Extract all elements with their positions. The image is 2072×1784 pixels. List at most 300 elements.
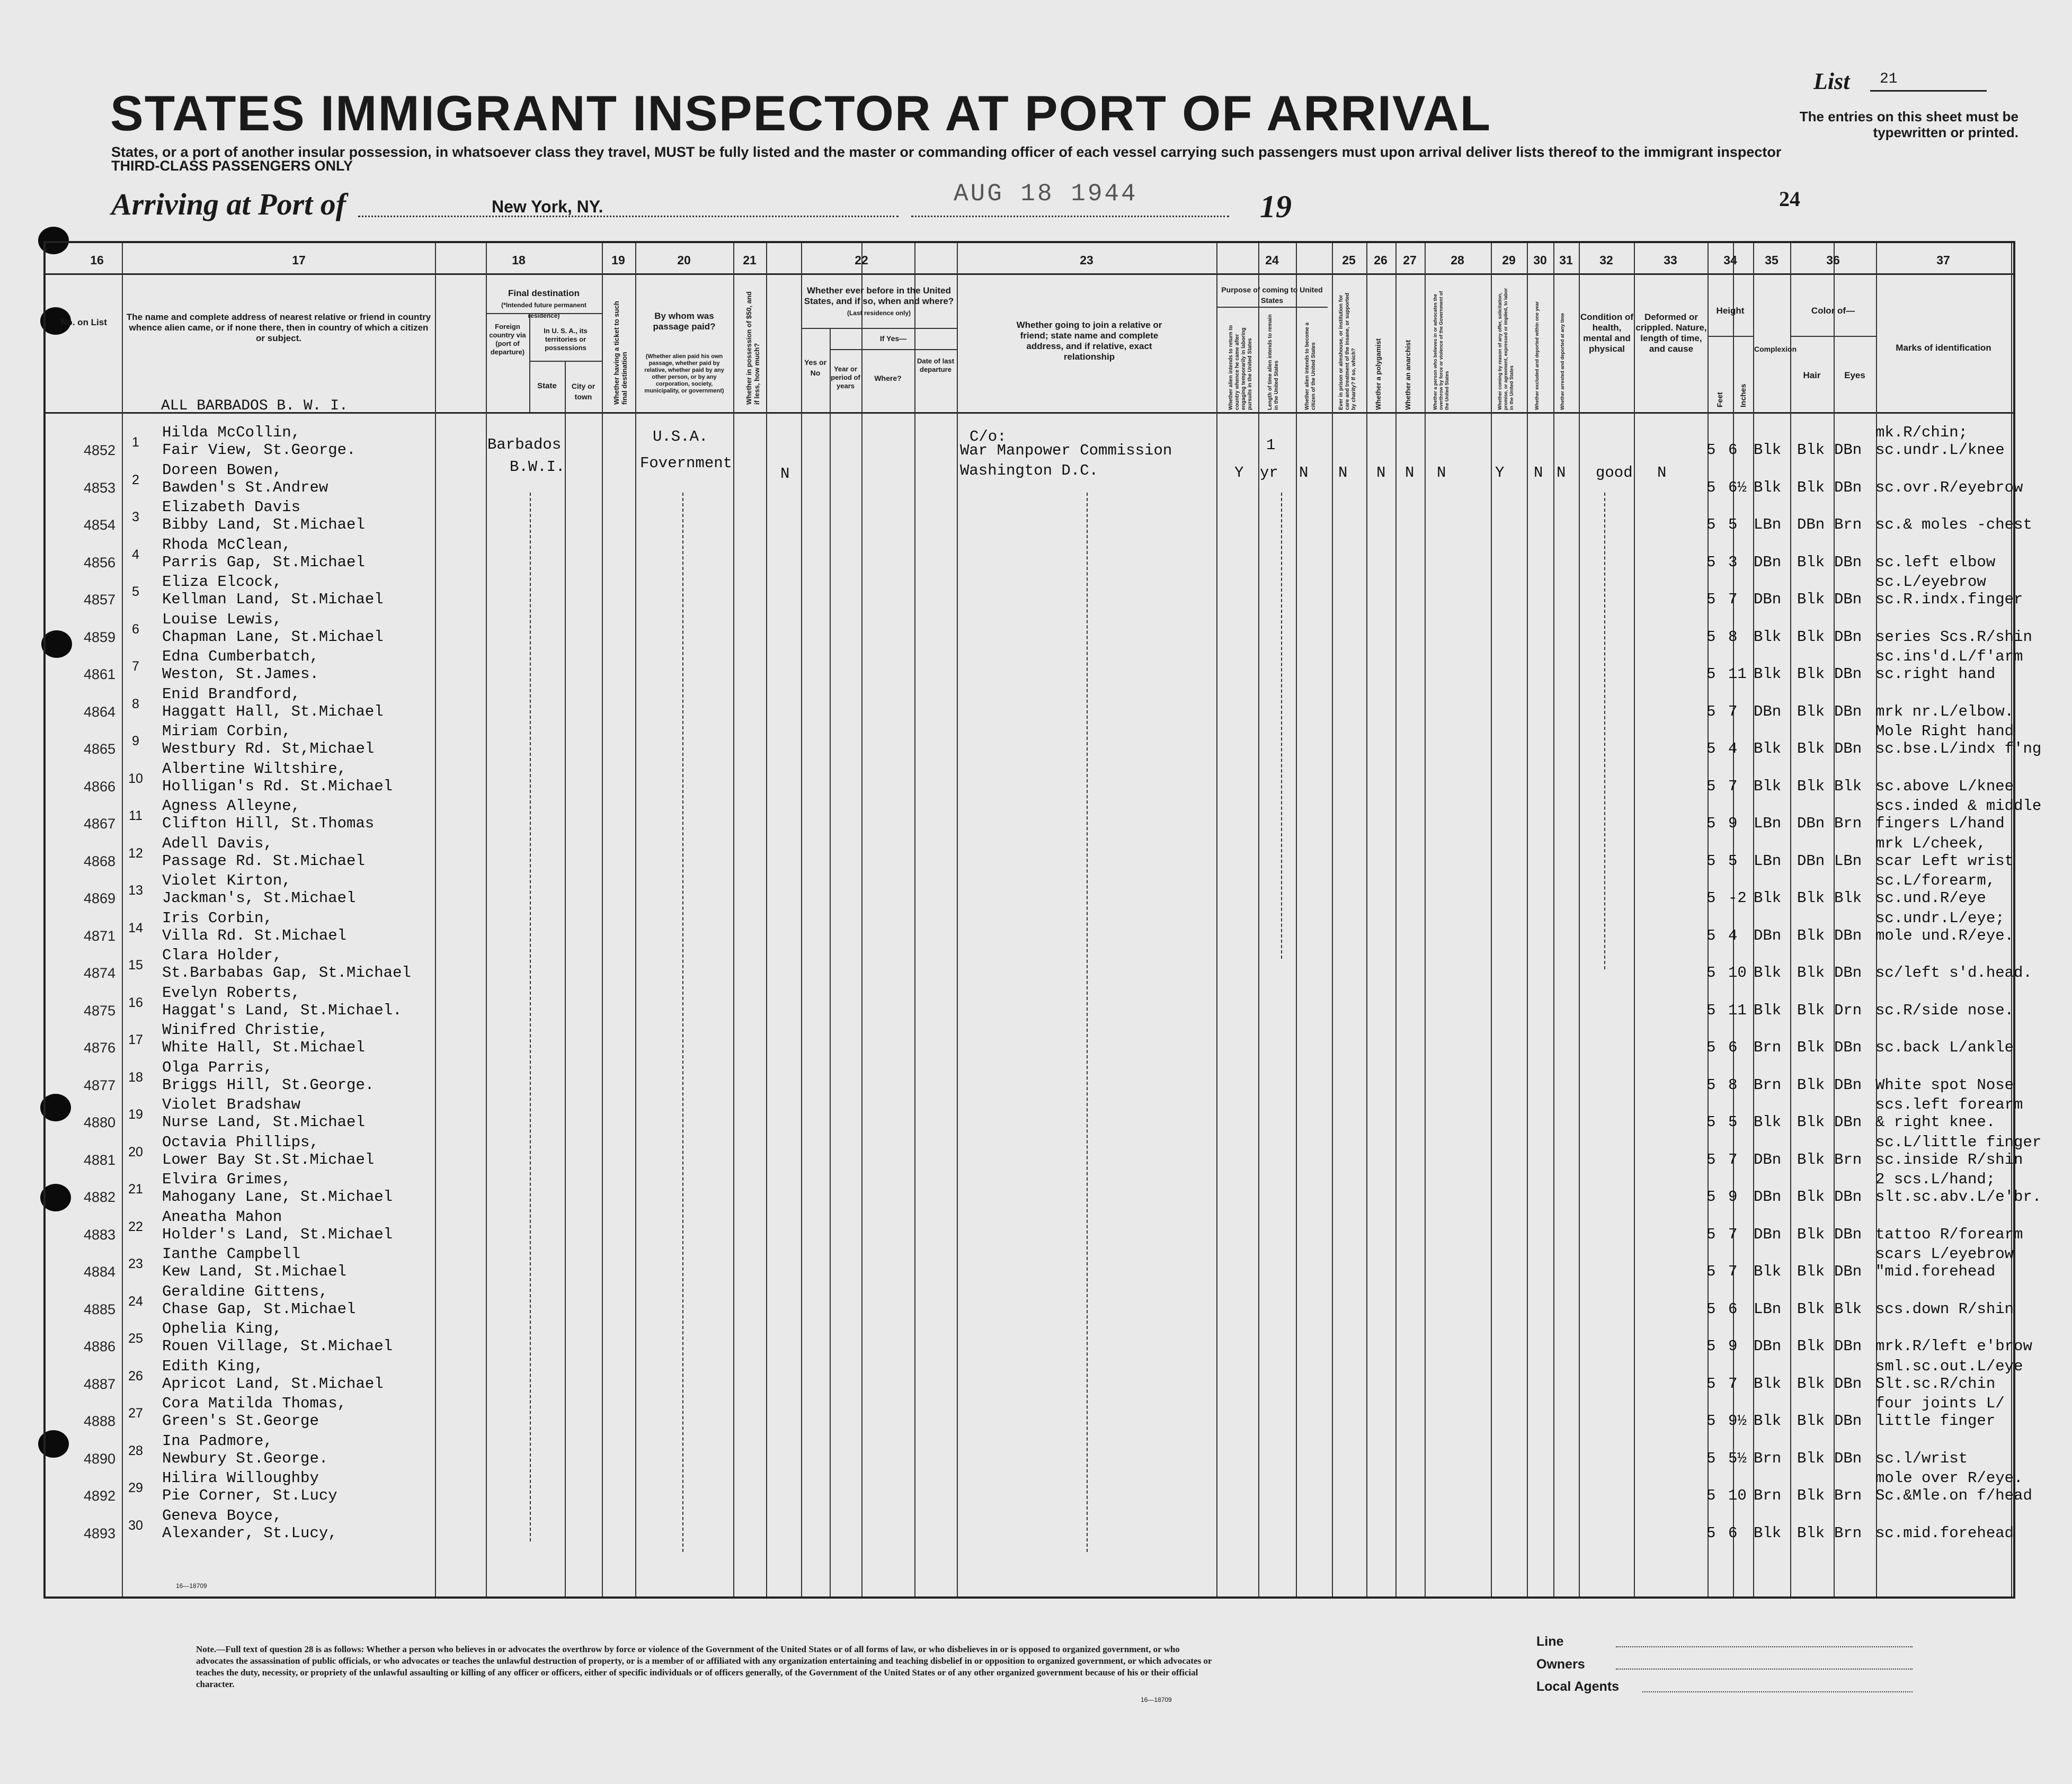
complexion-value: Brn bbox=[1754, 1449, 1782, 1467]
relative-name: Elvira Grimes, bbox=[162, 1171, 291, 1188]
row-number: 5 bbox=[132, 584, 139, 599]
col-rule bbox=[1634, 243, 1635, 1596]
height-inches: 11 bbox=[1728, 1001, 1747, 1019]
hair-color: DBn bbox=[1797, 815, 1825, 832]
page-title: STATES IMMIGRANT INSPECTOR AT PORT OF ARRIVAL bbox=[110, 85, 1492, 141]
hair-color: DBn bbox=[1797, 516, 1825, 533]
identification-mark: mrk nr.L/elbow. bbox=[1875, 702, 2014, 720]
identification-mark: Sc.&Mle.on f/head bbox=[1875, 1487, 2032, 1504]
height-feet: 5 bbox=[1706, 1076, 1716, 1094]
header-state: State bbox=[537, 381, 557, 390]
row-number: 24 bbox=[128, 1294, 143, 1309]
header-no-on-list: No. on List bbox=[60, 317, 107, 327]
complexion-value: DBn bbox=[1754, 1150, 1782, 1168]
eye-color: Blk bbox=[1834, 1300, 1862, 1318]
relative-name: Adell Davis, bbox=[162, 834, 273, 852]
row-number: 21 bbox=[128, 1182, 143, 1197]
list-number-margin: 4887 bbox=[84, 1376, 116, 1392]
identification-mark: scs.left forearm bbox=[1875, 1096, 2023, 1113]
list-number-margin: 4876 bbox=[84, 1040, 116, 1056]
relative-address: Mahogany Lane, St.Michael bbox=[162, 1188, 393, 1206]
identification-mark: little finger bbox=[1875, 1412, 1996, 1430]
list-number-margin: 4892 bbox=[84, 1488, 116, 1504]
hair-color: Blk bbox=[1797, 1076, 1825, 1094]
height-inches: 11 bbox=[1728, 665, 1747, 683]
header-if-yes: If Yes— bbox=[879, 334, 907, 343]
hair-color: Blk bbox=[1797, 665, 1825, 683]
hair-color: Blk bbox=[1797, 964, 1825, 982]
relative-name: Rhoda McClean, bbox=[162, 536, 291, 554]
complexion-value: Brn bbox=[1754, 1076, 1782, 1094]
row-number: 23 bbox=[128, 1256, 143, 1271]
row-number: 20 bbox=[128, 1144, 143, 1159]
height-feet: 5 bbox=[1706, 591, 1716, 608]
relative-address: Rouen Village, St.Michael bbox=[162, 1337, 393, 1355]
hair-color: DBn bbox=[1797, 852, 1825, 870]
sub-rule bbox=[830, 349, 957, 350]
list-number-margin: 4886 bbox=[84, 1339, 116, 1354]
prison-value: N bbox=[1338, 464, 1348, 481]
eye-color: LBn bbox=[1834, 852, 1862, 870]
height-feet: 5 bbox=[1706, 815, 1716, 832]
complexion-value: Blk bbox=[1754, 1412, 1782, 1430]
identification-mark: mk.R/chin; bbox=[1875, 424, 1968, 441]
year-prefix: 19 bbox=[1260, 189, 1292, 224]
sub-rule bbox=[801, 328, 957, 329]
eye-color: Brn bbox=[1834, 1487, 1862, 1504]
column-number: 24 bbox=[1265, 253, 1279, 267]
relative-address: Alexander, St.Lucy, bbox=[162, 1524, 337, 1542]
health-value: good bbox=[1596, 464, 1633, 481]
complexion-value: LBn bbox=[1754, 815, 1782, 832]
local-agents-label: Local Agents bbox=[1536, 1679, 1620, 1694]
local-agents-field bbox=[1642, 1691, 1913, 1692]
identification-mark: mole und.R/eye. bbox=[1875, 926, 2014, 944]
eye-color: DBn bbox=[1834, 1337, 1862, 1355]
joining-value: C/o: bbox=[970, 428, 1007, 445]
identification-mark: mole over R/eye. bbox=[1875, 1469, 2023, 1487]
eye-color: DBn bbox=[1834, 1113, 1862, 1131]
complexion-value: Blk bbox=[1754, 964, 1782, 982]
identification-mark: slt.sc.abv.L/e'br. bbox=[1875, 1188, 2042, 1206]
column-number: 28 bbox=[1451, 253, 1464, 267]
hair-color: Blk bbox=[1797, 1449, 1825, 1467]
complexion-value: Blk bbox=[1754, 777, 1782, 795]
relative-address: Kew Land, St.Michael bbox=[162, 1263, 347, 1280]
row-number: 14 bbox=[128, 920, 143, 935]
column-number: 31 bbox=[1559, 253, 1573, 267]
hair-color: Blk bbox=[1797, 702, 1825, 720]
column-number: 16 bbox=[90, 253, 104, 267]
height-feet: 5 bbox=[1706, 1449, 1716, 1467]
relative-name: Violet Kirton, bbox=[162, 872, 291, 889]
header-date-departure: Date of last departure bbox=[917, 357, 955, 373]
list-number-margin: 4853 bbox=[84, 479, 116, 496]
height-feet: 5 bbox=[1706, 1188, 1716, 1206]
height-inches: 5½ bbox=[1728, 1449, 1747, 1467]
height-feet: 5 bbox=[1706, 1487, 1716, 1504]
identification-mark: mrk.R/left e'brow bbox=[1875, 1337, 2032, 1355]
col-rule bbox=[635, 243, 636, 1596]
header-polygamist: Whether a polygamist bbox=[1374, 338, 1382, 410]
list-number-line bbox=[1870, 90, 1987, 92]
row-number: 18 bbox=[128, 1069, 143, 1085]
height-inches: 6 bbox=[1728, 1039, 1738, 1056]
form-code: 16—18709 bbox=[1141, 1696, 1172, 1703]
year-line bbox=[911, 216, 1229, 217]
list-number-margin: 4869 bbox=[84, 890, 116, 906]
relative-address: Parris Gap, St.Michael bbox=[162, 553, 365, 571]
height-inches: 10 bbox=[1728, 1487, 1747, 1504]
arriving-label: Arriving at Port of bbox=[111, 187, 346, 221]
list-number-margin: 4893 bbox=[84, 1525, 116, 1541]
identification-mark: series Scs.R/shin bbox=[1875, 628, 2032, 646]
complexion-value: Blk bbox=[1754, 1524, 1782, 1542]
row-number: 7 bbox=[132, 659, 139, 674]
relative-name: Clara Holder, bbox=[162, 947, 282, 964]
relative-name: Ophelia King, bbox=[162, 1320, 282, 1337]
paid-by-value: U.S.A. bbox=[653, 428, 708, 445]
col-rule bbox=[1296, 243, 1297, 1596]
relative-address: Green's St.George bbox=[162, 1412, 319, 1430]
list-number-margin: 4854 bbox=[84, 517, 116, 533]
purpose-b-value: 1 bbox=[1266, 436, 1276, 454]
relative-address: Clifton Hill, St.Thomas bbox=[162, 815, 375, 832]
column-number: 18 bbox=[512, 253, 526, 267]
identification-mark: sc.l/wrist bbox=[1875, 1449, 1968, 1467]
port-of-arrival: New York, NY. bbox=[492, 197, 603, 216]
relative-name: Violet Bradshaw bbox=[162, 1096, 301, 1113]
list-number-margin: 4877 bbox=[84, 1077, 116, 1093]
column-number: 37 bbox=[1936, 253, 1950, 267]
date-stamp: AUG 18 1944 bbox=[954, 180, 1138, 208]
hair-color: Blk bbox=[1797, 1001, 1825, 1019]
list-number-margin: 4871 bbox=[84, 927, 116, 944]
header-color-of: Color of— bbox=[1811, 306, 1855, 316]
column-number: 33 bbox=[1664, 253, 1677, 267]
c31-value: N bbox=[1557, 464, 1566, 481]
relative-address: Briggs Hill, St.George. bbox=[162, 1076, 375, 1094]
foreign-country-value: B.W.I. bbox=[510, 458, 565, 476]
complexion-value: Blk bbox=[1754, 628, 1782, 646]
height-feet: 5 bbox=[1706, 1524, 1716, 1542]
column-number: 30 bbox=[1533, 253, 1547, 267]
relative-address: Holligan's Rd. St.Michael bbox=[162, 777, 393, 795]
height-feet: 5 bbox=[1706, 628, 1716, 646]
height-inches: 8 bbox=[1728, 1076, 1738, 1094]
list-number-margin: 4882 bbox=[84, 1189, 116, 1205]
sub-rule bbox=[830, 328, 831, 1596]
row-number: 15 bbox=[128, 958, 143, 973]
eye-color: DBn bbox=[1834, 628, 1862, 646]
col-rule bbox=[1425, 243, 1426, 1596]
column-number: 36 bbox=[1826, 253, 1840, 267]
eye-color: DBn bbox=[1834, 665, 1862, 683]
height-feet: 5 bbox=[1706, 702, 1716, 720]
sub-rule bbox=[1708, 336, 1753, 337]
relative-address: Westbury Rd. St,Michael bbox=[162, 740, 375, 757]
relative-address: Haggat's Land, St.Michael. bbox=[162, 1001, 402, 1019]
identification-mark: sc.bse.L/indx f'ng bbox=[1875, 740, 2042, 757]
header-c28: Whether a person who believes in or advocates the overthrow by force or violence of the Government of the United States bbox=[1433, 291, 1449, 410]
relative-name: Elizabeth Davis bbox=[162, 498, 301, 516]
c30-value: N bbox=[1534, 464, 1543, 481]
relative-name: Iris Corbin, bbox=[162, 909, 273, 927]
sub-rule bbox=[1216, 307, 1328, 308]
deformed-value: N bbox=[1657, 464, 1667, 481]
header-feet: Feet bbox=[1715, 392, 1724, 407]
identification-mark: scs.inded & middle bbox=[1875, 797, 2042, 815]
col-rule bbox=[1366, 243, 1367, 1596]
relative-name: Miriam Corbin, bbox=[162, 722, 291, 740]
height-feet: 5 bbox=[1706, 1300, 1716, 1318]
relative-address: St.Barbabas Gap, St.Michael bbox=[162, 964, 411, 982]
height-feet: 5 bbox=[1706, 964, 1716, 982]
height-feet: 5 bbox=[1706, 516, 1716, 533]
height-inches: 6½ bbox=[1728, 478, 1747, 496]
identification-mark: sc.left elbow bbox=[1875, 553, 1996, 571]
identification-mark: sc.L/eyebrow bbox=[1875, 573, 1986, 591]
eye-color: DBn bbox=[1834, 553, 1862, 571]
complexion-value: LBn bbox=[1754, 852, 1782, 870]
header-money: Whether in possession of $50, and if less, how much? bbox=[745, 291, 761, 405]
relative-name: Edith King, bbox=[162, 1357, 264, 1375]
c28-value: N bbox=[1437, 464, 1446, 481]
height-feet: 5 bbox=[1706, 1375, 1716, 1393]
height-feet: 5 bbox=[1706, 478, 1716, 496]
complexion-value: Blk bbox=[1754, 441, 1782, 459]
identification-mark: scar Left wrist bbox=[1875, 852, 2014, 870]
identification-mark: sc.ins'd.L/f'arm bbox=[1875, 648, 2023, 665]
identification-mark: sc.undr.L/eye; bbox=[1875, 909, 2005, 927]
joining-value: War Manpower Commission bbox=[960, 442, 1172, 459]
header-divider bbox=[46, 273, 2013, 275]
height-feet: 5 bbox=[1706, 740, 1716, 757]
height-inches: 7 bbox=[1728, 702, 1738, 720]
col-rule bbox=[1527, 243, 1528, 1596]
relative-address: Fair View, St.George. bbox=[162, 441, 356, 459]
identification-mark: sc.right hand bbox=[1875, 665, 1996, 683]
origin-label: ALL BARBADOS B. W. I. bbox=[161, 398, 348, 414]
relative-address: Jackman's, St.Michael bbox=[162, 889, 356, 907]
line-field bbox=[1616, 1646, 1913, 1647]
col-rule bbox=[2011, 243, 2012, 1596]
relative-name: Edna Cumberbatch, bbox=[162, 648, 319, 665]
identification-mark: sc.undr.L/knee bbox=[1875, 441, 2005, 459]
column-number: 17 bbox=[292, 253, 306, 267]
relative-name: Winifred Christie, bbox=[162, 1021, 328, 1039]
complexion-value: Blk bbox=[1754, 1113, 1782, 1131]
eye-color: Drn bbox=[1834, 1001, 1862, 1019]
relative-name: Ina Padmore, bbox=[162, 1432, 273, 1450]
header-final-destination: Final destination bbox=[508, 288, 580, 298]
eye-color: DBn bbox=[1834, 964, 1862, 982]
eye-color: DBn bbox=[1834, 1412, 1862, 1430]
row-number: 13 bbox=[128, 883, 143, 898]
eye-color: DBn bbox=[1834, 1188, 1862, 1206]
height-feet: 5 bbox=[1706, 665, 1716, 683]
column-number: 25 bbox=[1342, 253, 1356, 267]
identification-mark: Mole Right hand bbox=[1875, 722, 2014, 740]
relative-address: Kellman Land, St.Michael bbox=[162, 591, 384, 608]
hair-color: Blk bbox=[1797, 1150, 1825, 1168]
column-number: 22 bbox=[855, 253, 868, 267]
col-rule bbox=[914, 243, 915, 1596]
ditto-line bbox=[1087, 493, 1088, 1552]
complexion-value: Brn bbox=[1754, 1487, 1782, 1504]
header-purpose: Purpose of coming to United States bbox=[1221, 286, 1323, 305]
eye-color: DBn bbox=[1834, 1039, 1862, 1056]
hair-color: Blk bbox=[1797, 889, 1825, 907]
hair-color: Blk bbox=[1797, 441, 1825, 459]
relative-address: Lower Bay St.St.Michael bbox=[162, 1150, 375, 1168]
row-number: 12 bbox=[128, 845, 143, 861]
identification-mark: White spot Nose bbox=[1875, 1076, 2014, 1094]
col-rule bbox=[1790, 243, 1791, 1596]
col-rule bbox=[122, 243, 123, 1596]
column-number: 20 bbox=[677, 253, 691, 267]
page-number: 24 bbox=[1779, 187, 1800, 211]
col-rule bbox=[1553, 243, 1554, 1596]
list-number-margin: 4884 bbox=[84, 1264, 116, 1280]
height-inches: 4 bbox=[1728, 740, 1738, 757]
relative-name: Doreen Bowen, bbox=[162, 461, 282, 479]
relative-address: Bawden's St.Andrew bbox=[162, 478, 328, 496]
header-final-destination-note: (*Intended future permanent residence) bbox=[501, 301, 586, 319]
header-health: Condition of health, mental and physical bbox=[1580, 312, 1634, 354]
relative-address: Chapman Lane, St.Michael bbox=[162, 628, 384, 646]
identification-mark: scars L/eyebrow bbox=[1875, 1245, 2014, 1263]
identification-mark: sc.inside R/shin bbox=[1875, 1150, 2023, 1168]
header-ticket: Whether having a ticket to such final destination bbox=[612, 301, 628, 405]
complexion-value: Blk bbox=[1754, 1375, 1782, 1393]
identification-mark: tattoo R/forearm bbox=[1875, 1225, 2023, 1243]
complexion-value: Blk bbox=[1754, 1263, 1782, 1280]
identification-mark: "mid.forehead bbox=[1875, 1263, 1996, 1280]
height-inches: 7 bbox=[1728, 591, 1738, 608]
ditto-line bbox=[1604, 493, 1605, 969]
eye-color: DBn bbox=[1834, 1225, 1862, 1243]
col-rule bbox=[766, 243, 767, 1596]
eye-color: Brn bbox=[1834, 1524, 1862, 1542]
row-number: 6 bbox=[132, 621, 139, 637]
height-feet: 5 bbox=[1706, 1039, 1716, 1056]
col-rule bbox=[1491, 243, 1492, 1596]
column-number: 19 bbox=[611, 253, 625, 267]
list-number-margin: 4856 bbox=[84, 554, 116, 570]
list-number-margin: 4881 bbox=[84, 1152, 116, 1168]
hair-color: Blk bbox=[1797, 1188, 1825, 1206]
c29-value: Y bbox=[1495, 464, 1505, 481]
col-rule bbox=[861, 243, 862, 1596]
height-inches: 9 bbox=[1728, 1337, 1738, 1355]
hair-color: Blk bbox=[1797, 1337, 1825, 1355]
hair-color: Blk bbox=[1797, 1263, 1825, 1280]
header-c30: Whether excluded and deported within one year bbox=[1534, 301, 1540, 410]
list-number-margin: 4888 bbox=[84, 1413, 116, 1429]
row-number: 28 bbox=[128, 1443, 143, 1458]
eye-color: DBn bbox=[1834, 1375, 1862, 1393]
complexion-value: Brn bbox=[1754, 1039, 1782, 1056]
identification-mark: sml.sc.out.L/eye bbox=[1875, 1357, 2023, 1375]
row-number: 4 bbox=[132, 547, 139, 562]
identification-mark: mrk L/cheek, bbox=[1875, 834, 1986, 852]
header-inches: Inches bbox=[1739, 383, 1747, 407]
identification-mark: sc.R/side nose. bbox=[1875, 1001, 2014, 1019]
height-inches: 5 bbox=[1728, 852, 1738, 870]
header-nearest-relative: The name and complete address of nearest relative or friend in country whence alien came, or if none there, then in country of which a citizen or subject. bbox=[126, 312, 431, 343]
header-by-whom: By whom was passage paid? bbox=[653, 311, 716, 332]
row-number: 11 bbox=[129, 808, 143, 823]
col-rule bbox=[1216, 243, 1217, 1596]
eye-color: DBn bbox=[1834, 1076, 1862, 1094]
relative-address: Chase Gap, St.Michael bbox=[162, 1300, 356, 1318]
height-inches: 4 bbox=[1728, 926, 1738, 944]
list-label: List bbox=[1813, 68, 1850, 94]
relative-name: Hilira Willoughby bbox=[162, 1469, 319, 1487]
paid-by-value: Fovernment bbox=[640, 454, 733, 472]
eye-color: DBn bbox=[1834, 740, 1862, 757]
eye-color: DBn bbox=[1834, 478, 1862, 496]
height-feet: 5 bbox=[1706, 852, 1716, 870]
row-number: 1 bbox=[132, 435, 139, 450]
sub-rule bbox=[1790, 336, 1876, 337]
row-number: 9 bbox=[132, 734, 139, 748]
col-rule bbox=[1258, 243, 1259, 1596]
header-where: Where? bbox=[874, 374, 902, 382]
relative-name: Evelyn Roberts, bbox=[162, 984, 301, 1002]
relative-name: Olga Parris, bbox=[162, 1058, 273, 1076]
complexion-value: DBn bbox=[1754, 591, 1782, 608]
eye-color: Blk bbox=[1834, 889, 1862, 907]
header-complexion: Complexion bbox=[1754, 345, 1797, 353]
height-feet: 5 bbox=[1706, 1225, 1716, 1243]
identification-mark: scs.down R/shin bbox=[1875, 1300, 2014, 1318]
complexion-value: DBn bbox=[1754, 702, 1782, 720]
foreign-country-value: Barbados bbox=[487, 436, 562, 453]
hair-color: Blk bbox=[1797, 740, 1825, 757]
hair-color: Blk bbox=[1797, 1039, 1825, 1056]
complexion-value: LBn bbox=[1754, 516, 1782, 533]
row-number: 25 bbox=[128, 1331, 143, 1346]
eye-color: Brn bbox=[1834, 815, 1862, 832]
row-number: 30 bbox=[128, 1518, 143, 1533]
relative-address: Haggatt Hall, St.Michael bbox=[162, 702, 384, 720]
relative-name: Octavia Phillips, bbox=[162, 1133, 319, 1151]
height-inches: 9½ bbox=[1728, 1412, 1747, 1430]
header-by-whom-note: (Whether alien paid his own passage, whether paid by relative, whether paid by any other person, or by any corporation, society, municipality, or government) bbox=[644, 353, 724, 394]
complexion-value: Blk bbox=[1754, 665, 1782, 683]
hair-color: Blk bbox=[1797, 591, 1825, 608]
list-number-margin: 4880 bbox=[84, 1114, 116, 1130]
identification-mark: sc.mid.forehead bbox=[1875, 1524, 2014, 1542]
hair-color: Blk bbox=[1797, 777, 1825, 795]
height-feet: 5 bbox=[1706, 889, 1716, 907]
height-inches: 9 bbox=[1728, 1188, 1738, 1206]
row-number: 22 bbox=[128, 1219, 143, 1234]
relative-address: Apricot Land, St.Michael bbox=[162, 1375, 384, 1393]
list-number-margin: 4865 bbox=[84, 741, 116, 757]
identification-mark: fingers L/hand bbox=[1875, 815, 2005, 832]
header-deformed: Deformed or crippled. Nature, length of time, and cause bbox=[1635, 312, 1707, 354]
purpose-c-value: N bbox=[1299, 464, 1309, 481]
identification-mark: sc.& moles -chest bbox=[1875, 516, 2032, 533]
header-city-or-town: City or town bbox=[571, 382, 595, 401]
row-number: 2 bbox=[132, 472, 139, 487]
col-rule bbox=[1395, 243, 1397, 1596]
row-number: 26 bbox=[128, 1368, 143, 1384]
height-inches: 7 bbox=[1728, 1225, 1738, 1243]
